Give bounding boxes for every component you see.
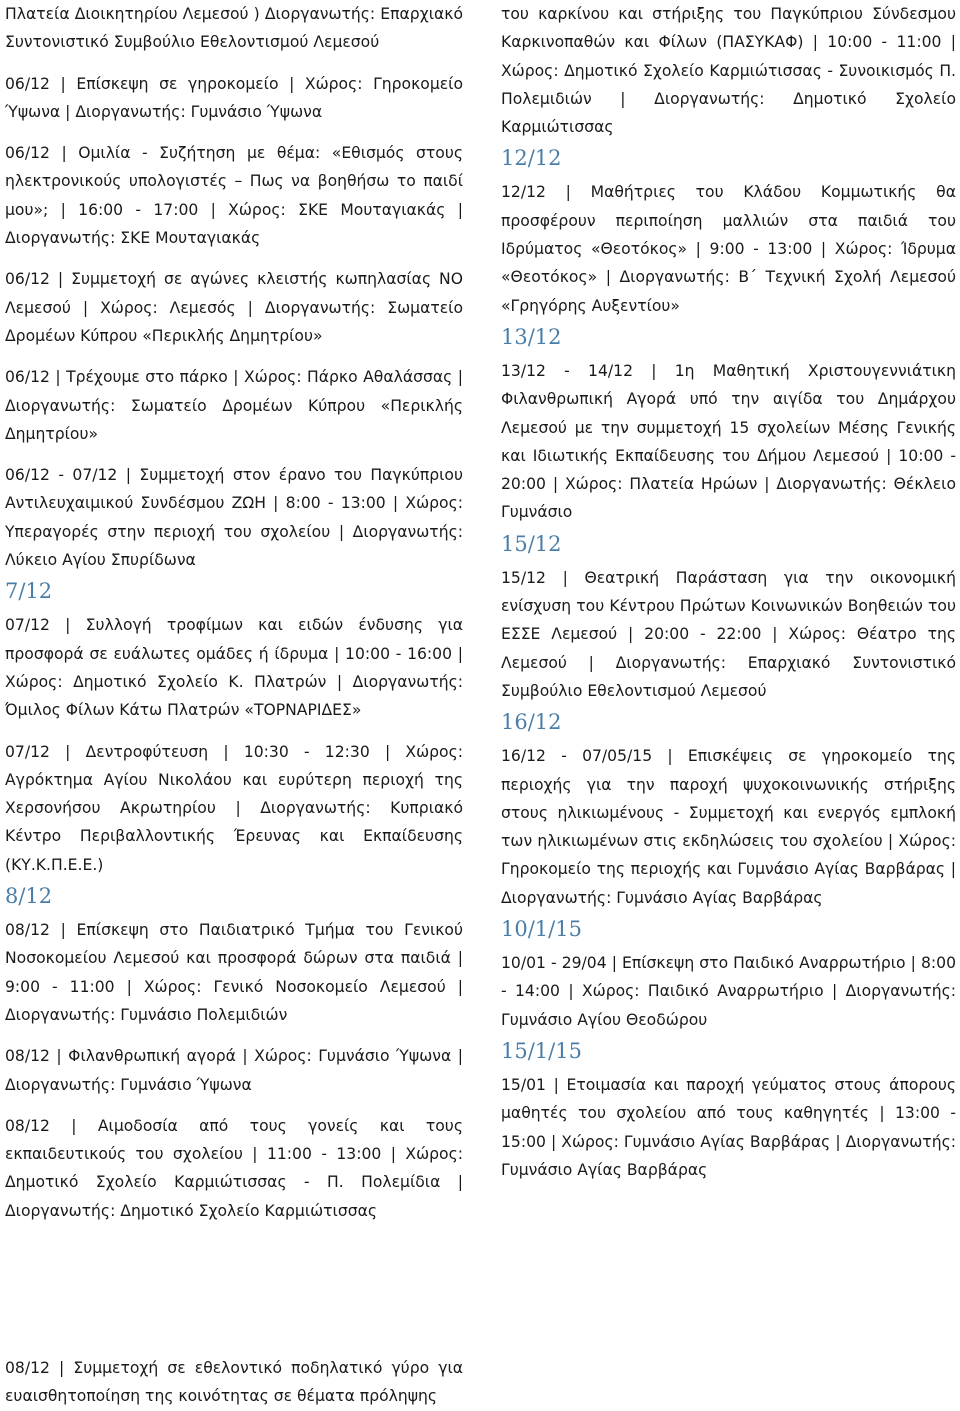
right-column: [501, 0, 956, 1238]
event-entry: 13/12 - 14/12 | 1η Μαθητική Χριστουγεννιάτικη Φιλανθρωπική Αγορά υπό την αιγίδα του Δημάρχου Λεμεσού με την συμμετοχή 15 σχολείων Μέσης Γενικής και Ιδιωτικής Εκπαίδευσης του Δήμου Λεμεσού | 10:00 - 20:00 | Χώρος: Πλατεία Ηρώων | Διοργανωτής: Θέκλειο Γυμνάσιο: [501, 361, 956, 522]
event-entry: 08/12 | Συμμετοχή σε εθελοντικό ποδηλατικό γύρο για ευαισθητοποίηση της κοινότητας σε θέματα πρόληψης: [5, 1359, 463, 1406]
two-column-layout: [5, 0, 956, 1238]
event-entry: 06/12 | Ομιλία - Συζήτηση με θέμα: «Εθισμός στους ηλεκτρονικούς υπολογιστές – Πως να βοηθήσω το παιδί μου»; | 16:00 - 17:00 | Χώρος: ΣΚΕ Μουταγιακάς | Διοργανωτής: ΣΚΕ Μουταγιακάς: [5, 144, 463, 248]
event-entry: του καρκίνου και στήριξης του Παγκύπριου Σύνδεσμου Καρκινοπαθών και Φίλων (ΠΑΣΥΚΑΦ) | 10:00 - 11:00 | Χώρος: Δημοτικό Σχολείο Καρμιώτισσας - Συνοικισμός Π. Πολεμιδιών | Διοργανωτής: Δημοτικό Σχολείο Καρμιώτισσας: [501, 5, 956, 137]
event-entry: 10/01 - 29/04 | Επίσκεψη στο Παιδικό Αναρρωτήριο | 8:00 - 14:00 | Χώρος: Παιδικό Αναρρωτήριο | Διοργανωτής: Γυμνάσιο Αγίου Θεοδώρου: [501, 954, 956, 1029]
date-heading: 16/12: [501, 710, 562, 735]
event-entry: 06/12 - 07/12 | Συμμετοχή στον έρανο του Παγκύπριου Αντιλευχαιμικού Συνδέσμου ΖΩΗ | 8:00 - 13:00 | Χώρος: Υπεραγορές στην περιοχή του σχολείου | Διοργανωτής: Λύκειο Αγίου Σπυρίδωνα: [5, 466, 463, 570]
event-entry: 07/12 | Συλλογή τροφίμων και ειδών ένδυσης για προσφορά σε ευάλωτες ομάδες ή ίδρυμα | 10:00 - 16:00 | Χώρος: Δημοτικό Σχολείο Κ. Πλατρών | Διοργανωτής: Όμιλος Φίλων Κάτω Πλατρών «ΤΟΡΝΑΡΙΔΕΣ»: [5, 616, 463, 720]
date-heading: 10/1/15: [501, 917, 582, 942]
event-entry: 06/12 | Επίσκεψη σε γηροκομείο | Χώρος: Γηροκομείο Ύψωνα | Διοργανωτής: Γυμνάσιο Ύψωνα: [5, 74, 463, 121]
event-entry: 08/12 | Φιλανθρωπική αγορά | Χώρος: Γυμνάσιο Ύψωνα | Διοργανωτής: Γυμνάσιο Ύψωνα: [5, 1047, 463, 1094]
date-heading: 15/1/15: [501, 1038, 582, 1063]
left-column: [5, 0, 463, 1238]
event-entry: 06/12 | Τρέχουμε στο πάρκο | Χώρος: Πάρκο Αθαλάσσας | Διοργανωτής: Σωματείο Δρομέων Κύπρου «Περικλής Δημητρίου»: [5, 368, 463, 443]
event-entry: 16/12 - 07/05/15 | Επισκέψεις σε γηροκομείο της περιοχής για την παροχή ψυχοκοινωνικής στήριξης στους ηλικιωμένους - Συμμετοχή και ενεργός εμπλοκή των ηλικιωμένων στις εκδηλώσεις του σχολείου | Χώρος: Γηροκομείο της περιοχής και Γυμνάσιο Αγίας Βαρβάρας | Διοργανωτής: Γυμνάσιο Αγίας Βαρβάρας: [501, 747, 956, 907]
event-entry: 07/12 | Δεντροφύτευση | 10:30 - 12:30 | Χώρος: Αγρόκτημα Αγίου Νικολάου και ευρύτερη περιοχή της Χερσονήσου Ακρωτηρίου | Διοργανωτής: Κυπριακό Κέντρο Περιβαλλοντικής Έρευνας και Εκπαίδευσης (ΚΥ.Κ.Π.Ε.Ε.): [5, 742, 463, 874]
event-entry: 08/12 | Επίσκεψη στο Παιδιατρικό Τμήμα του Γενικού Νοσοκομείου Λεμεσού και προσφορά δώρων στα παιδιά | 9:00 - 11:00 | Χώρος: Γενικό Νοσοκομείο Λεμεσού | Διοργανωτής: Γυμνάσιο Πολεμιδιών: [5, 921, 463, 1024]
event-entry: 06/12 | Συμμετοχή σε αγώνες κλειστής κωπηλασίας ΝΟ Λεμεσού | Χώρος: Λεμεσός | Διοργανωτής: Σωματείο Δρομέων Κύπρου «Περικλής Δημητρίου»: [5, 270, 463, 345]
date-heading: 15/12: [501, 531, 562, 556]
event-entry: 15/01 | Ετοιμασία και παροχή γεύματος στους άπορους μαθητές του σχολείου από τους καθηγητές | 13:00 - 15:00 | Χώρος: Γυμνάσιο Αγίας Βαρβάρας | Διοργανωτής: Γυμνάσιο Αγίας Βαρβάρας: [501, 1075, 956, 1179]
event-entry: Πλατεία Διοικητηρίου Λεμεσού ) Διοργανωτής: Επαρχιακό Συντονιστικό Συμβούλιο Εθελοντισμού Λεμεσού: [5, 5, 463, 52]
date-heading: 13/12: [501, 324, 562, 349]
event-entry: 08/12 | Αιμοδοσία από τους γονείς και τους εκπαιδευτικούς του σχολείου | 11:00 - 13:00 | Χώρος: Δημοτικό Σχολείο Καρμιώτισσας - Π. Πολεμίδια | Διοργανωτής: Δημοτικό Σχολείο Καρμιώτισσας: [5, 1116, 463, 1220]
date-heading: 8/12: [5, 884, 53, 909]
date-heading: 7/12: [5, 579, 53, 604]
event-entry: 15/12 | Θεατρική Παράσταση για την οικονομική ενίσχυση του Κέντρου Πρώτων Κοινωνικών Βοηθειών του ΕΣΣΕ Λεμεσού | 20:00 - 22:00 | Χώρος: Θέατρο της Λεμεσού | Διοργανωτής: Επαρχιακό Συντονιστικό Συμβούλιο Εθελοντισμού Λεμεσού: [501, 568, 956, 700]
date-heading: 12/12: [501, 146, 562, 171]
event-entry: 12/12 | Μαθήτριες του Κλάδου Κομμωτικής θα προσφέρουν περιποίηση μαλλιών στα παιδιά του Ιδρύματος «Θεοτόκος» | 9:00 - 13:00 | Χώρος: Ίδρυμα «Θεοτόκος» | Διοργανωτής: Β΄ Τεχνική Σχολή Λεμεσού «Γρηγόρης Αυξεντίου»: [501, 183, 956, 315]
